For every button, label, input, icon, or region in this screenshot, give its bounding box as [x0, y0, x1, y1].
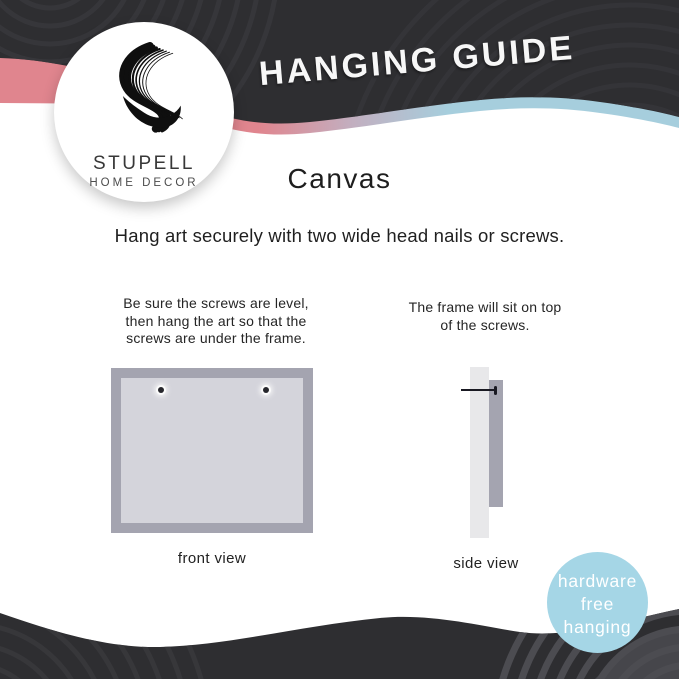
front-view-caption: front view: [177, 550, 247, 567]
badge-line: free: [580, 594, 615, 614]
screw-icon: [263, 387, 269, 393]
front-note-line: then hang the art so that the: [125, 312, 307, 329]
brand-name: STUPELL: [93, 153, 195, 174]
side-note-line: of the screws.: [440, 316, 530, 333]
screw-icon: [158, 387, 164, 393]
side-view-caption: side view: [453, 555, 519, 572]
nail-icon: [461, 389, 496, 391]
side-note-line: The frame will sit on top: [408, 299, 562, 315]
wall-bar: [470, 367, 489, 538]
badge-line: hanging: [563, 617, 632, 637]
canvas-inner: [121, 378, 303, 523]
page-title: HANGING GUIDE: [257, 28, 577, 94]
nail-head-icon: [494, 386, 497, 395]
front-view-note: [106, 295, 326, 348]
front-note-line: screws are under the frame.: [126, 330, 306, 346]
hardware-free-badge: [547, 552, 648, 653]
front-view-diagram: [111, 368, 313, 533]
instruction-text: Hang art securely with two wide head nails or screws.: [114, 225, 565, 246]
brand-subtitle: HOME DECOR: [89, 177, 199, 189]
frame-side-bar: [489, 380, 503, 507]
badge-line: hardware: [557, 571, 638, 591]
product-type-title: Canvas: [287, 163, 392, 194]
side-view-note: [375, 299, 595, 334]
front-note-line: Be sure the screws are level,: [123, 295, 309, 311]
stupell-s-swirl-icon: [98, 42, 194, 150]
